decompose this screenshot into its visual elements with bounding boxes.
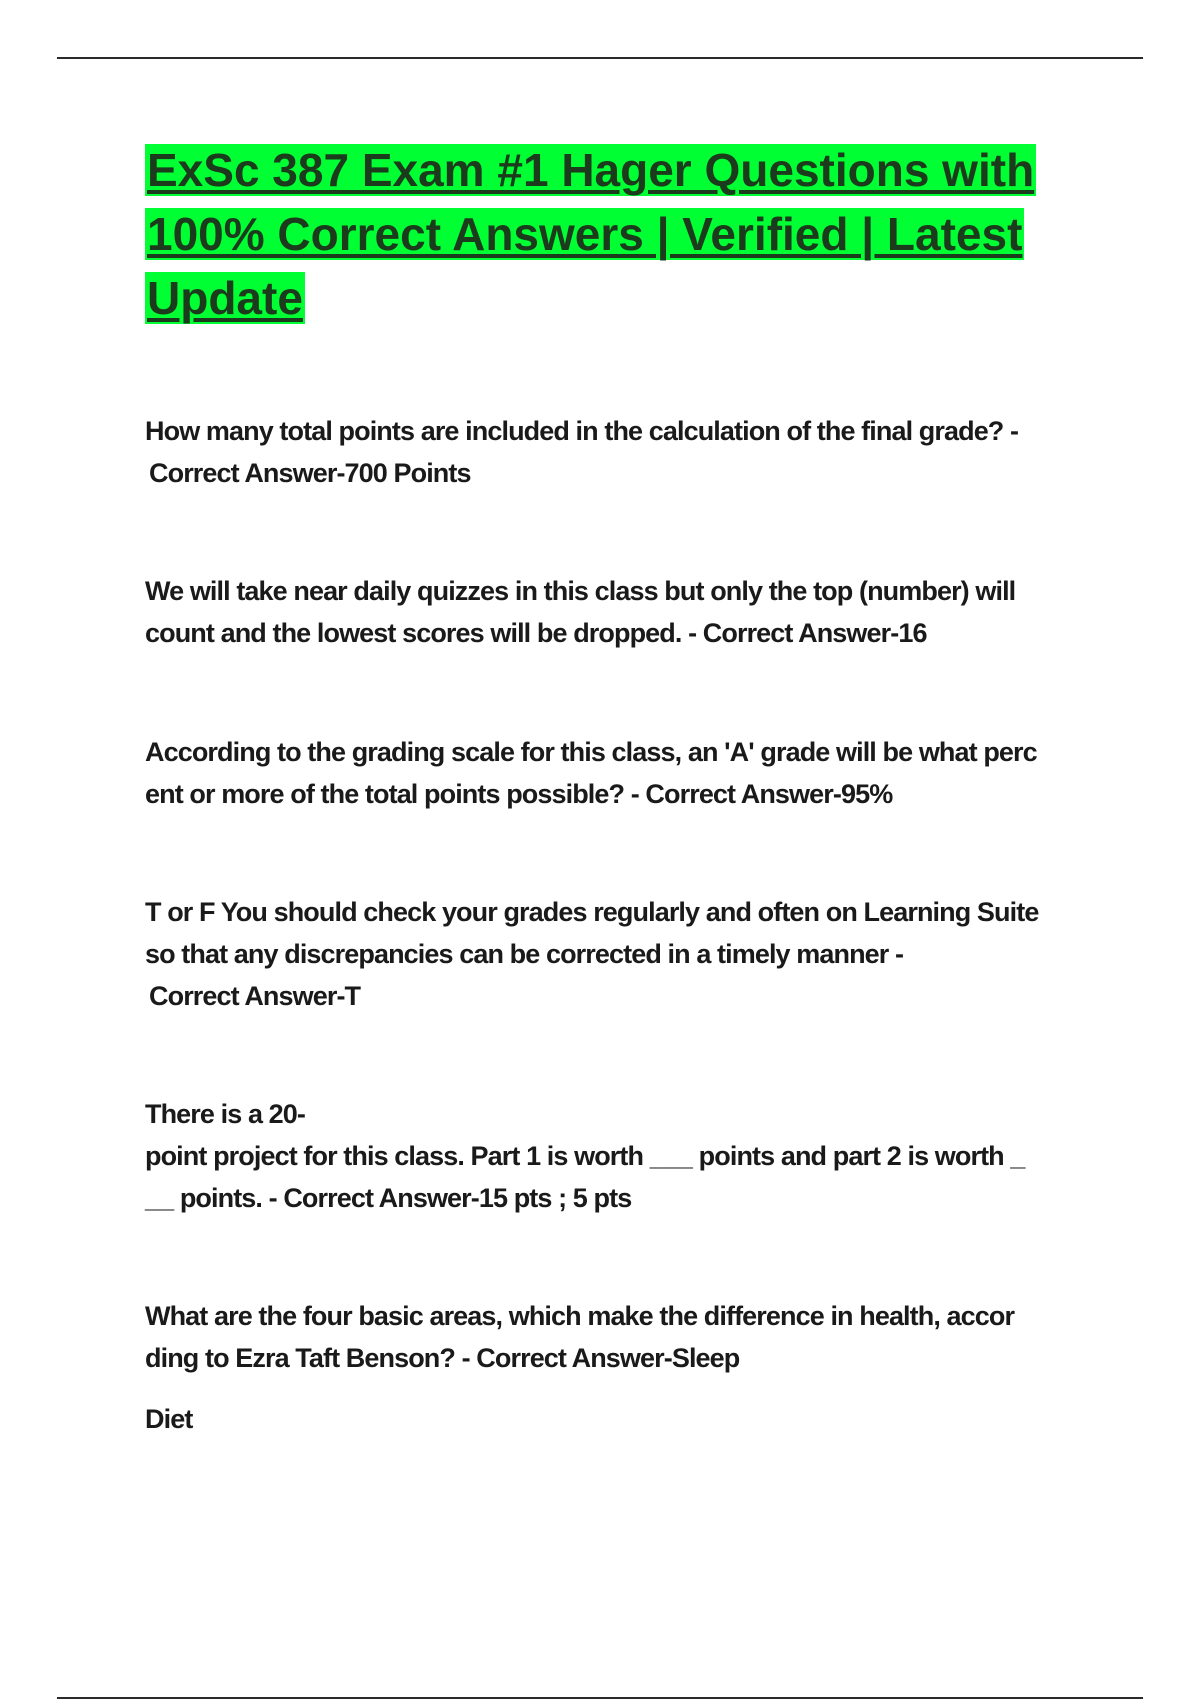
- answer-line: Correct Answer-700 Points: [149, 458, 471, 488]
- answer-line: count and the lowest scores will be dropped. - Correct Answer-16: [145, 618, 927, 648]
- top-rule: [57, 57, 1143, 59]
- question-line: We will take near daily quizzes in this class but only the top (number) will: [145, 576, 1016, 606]
- answer-line: ent or more of the total points possible? - Correct Answer-95%: [145, 779, 893, 809]
- qa-entry-1: [145, 410, 1085, 494]
- qa-entry-3: [145, 731, 1085, 815]
- answer-line: __ points. - Correct Answer-15 pts ; 5 pts: [145, 1183, 632, 1213]
- bottom-rule: [57, 1697, 1143, 1699]
- qa-entry-2: [145, 570, 1085, 654]
- document-title: [145, 138, 1105, 330]
- question-line: How many total points are included in the calculation of the final grade? -: [145, 416, 1019, 446]
- question-line: T or F You should check your grades regularly and often on Learning Suite: [145, 897, 1039, 927]
- qa-entry-4: [145, 891, 1085, 1017]
- title-highlight: ExSc 387 Exam #1 Hager Questions with 100% Correct Answers | Verified | Latest Update: [147, 144, 1035, 324]
- question-line: There is a 20-: [145, 1099, 305, 1129]
- answer-line: ding to Ezra Taft Benson? - Correct Answer-Sleep: [145, 1343, 740, 1373]
- answer-line: Correct Answer-T: [149, 981, 361, 1011]
- question-line: so that any discrepancies can be corrected in a timely manner -: [145, 939, 904, 969]
- answer-continuation: [145, 1398, 1085, 1440]
- qa-entry-6: [145, 1295, 1085, 1379]
- answer-line: Diet: [145, 1404, 193, 1434]
- question-line: point project for this class. Part 1 is worth ___ points and part 2 is worth _: [145, 1141, 1025, 1171]
- question-line: What are the four basic areas, which make the difference in health, accor: [145, 1301, 1015, 1331]
- qa-entry-5: [145, 1093, 1085, 1219]
- title-block: [145, 138, 1105, 330]
- question-line: According to the grading scale for this class, an 'A' grade will be what perc: [145, 737, 1037, 767]
